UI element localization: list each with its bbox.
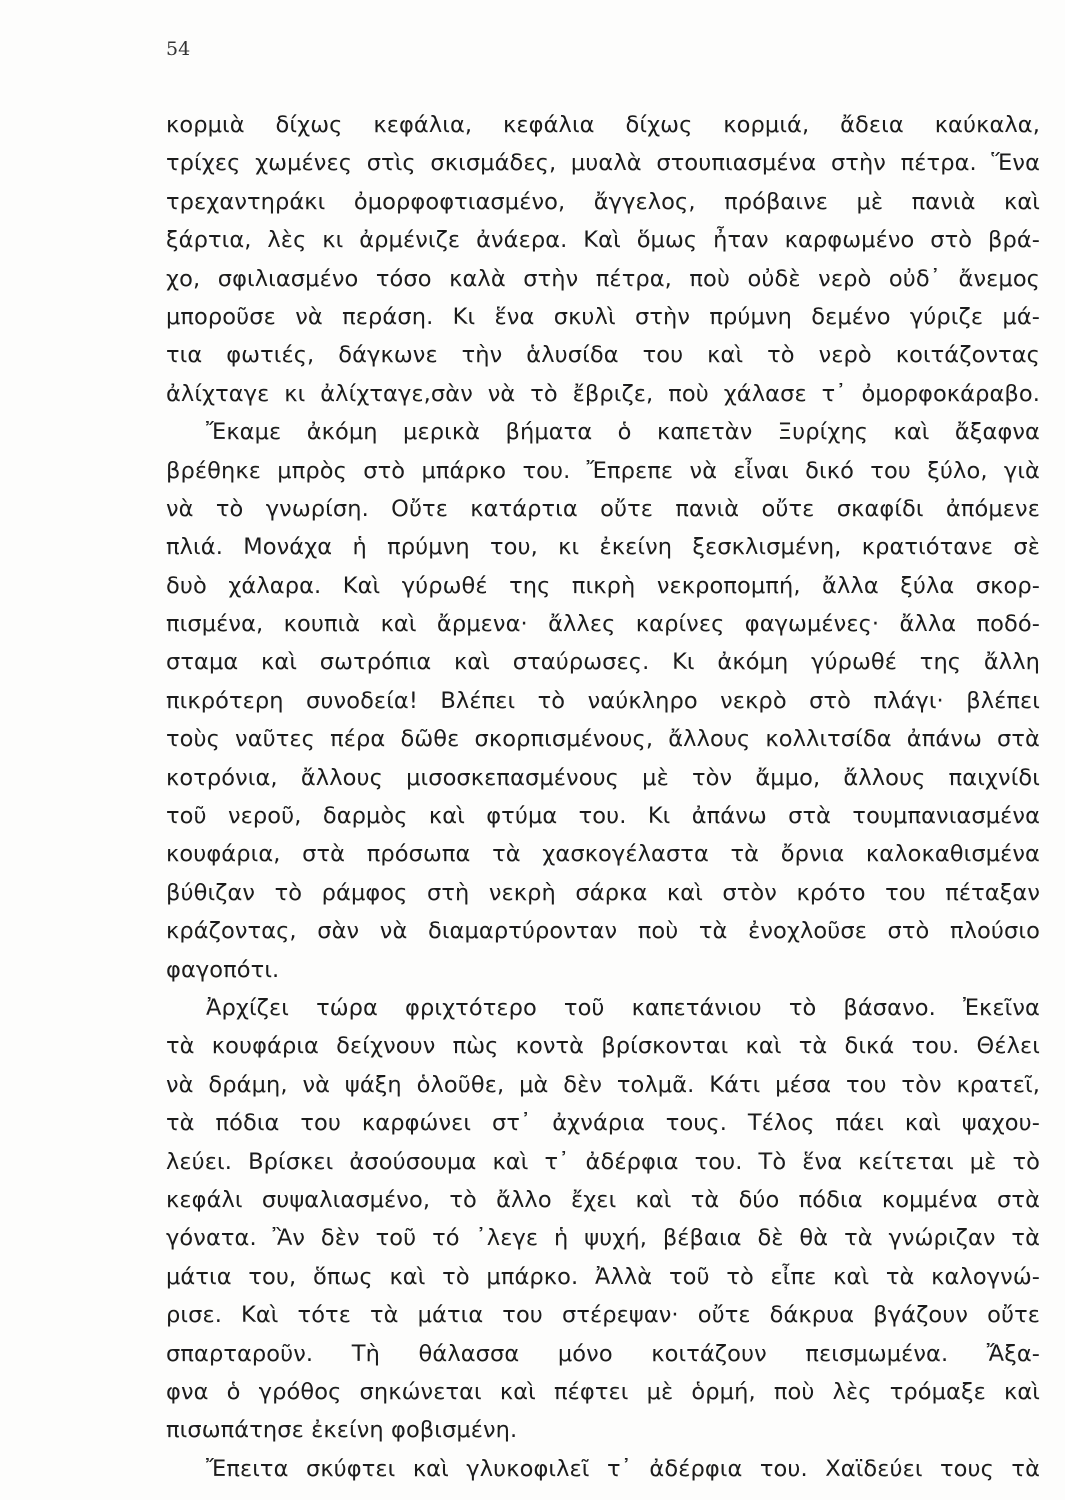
- text-line: βρέθηκε μπρὸς στὸ μπάρκο του. Ἔπρεπε νὰ εἶναι δικό του ξύλο, γιὰ: [166, 457, 1040, 484]
- text-line: κοτρόνια, ἄλλους μισοσκεπασμένους μὲ τὸν ἄμμο, ἄλλους παιχνίδι: [166, 764, 1040, 791]
- text-line: λεύει. Βρίσκει ἀσούσουμα καὶ τ᾽ ἀδέρφια του. Τὸ ἕνα κείτεται μὲ τὸ: [166, 1148, 1040, 1175]
- text-line: πισωπάτησε ἐκείνη φοβισμένη.: [166, 1417, 518, 1444]
- text-line: χο, σφιλιασμένο τόσο καλὰ στὴν πέτρα, ποὺ οὐδὲ νερὸ οὐδ᾽ ἄνεμος: [166, 265, 1040, 292]
- text-line: κορμιὰ δίχως κεφάλια, κεφάλια δίχως κορμιά, ἄδεια καύκαλα,: [166, 112, 1040, 138]
- text-line: δυὸ χάλαρα. Καὶ γύρωθέ της πικρὴ νεκροπομπή, ἄλλα ξύλα σκορ-: [166, 572, 1040, 599]
- text-line: τοῦ νεροῦ, δαρμὸς καὶ φτύμα του. Κι ἀπάνω στὰ τουμπανιασμένα: [166, 803, 1040, 830]
- text-line: ξάρτια, λὲς κι ἀρμένιζε ἀνάερα. Καὶ ὅμως ἦταν καρφωμένο στὸ βρά-: [166, 227, 1040, 254]
- text-line: κράζοντας, σὰν νὰ διαμαρτύρονταν ποὺ τὰ ἐνοχλοῦσε στὸ πλούσιο: [166, 918, 1040, 945]
- text-line: Ἔκαμε ἀκόμη μερικὰ βήματα ὁ καπετὰν Ξυρίχης καὶ ἄξαφνα: [206, 419, 1040, 446]
- text-line: τρεχαντηράκι ὀμορφοφτιασμένο, ἄγγελος, πρόβαινε μὲ πανιὰ καὶ: [166, 188, 1040, 215]
- text-line: πλιά. Μονάχα ἡ πρύμνη του, κι ἐκείνη ξεσκλισμένη, κρατιότανε σὲ: [166, 534, 1040, 561]
- body-text: [166, 106, 1040, 1488]
- text-line: μάτια του, ὅπως καὶ τὸ μπάρκο. Ἀλλὰ τοῦ τὸ εἶπε καὶ τὰ καλογνώ-: [166, 1263, 1040, 1290]
- text-line: γόνατα. Ἂν δὲν τοῦ τό ᾽λεγε ἡ ψυχή, βέβαια δὲ θὰ τὰ γνώριζαν τὰ: [166, 1225, 1040, 1252]
- page-number: 54: [166, 38, 191, 60]
- text-line: τὰ κουφάρια δείχνουν πὼς κοντὰ βρίσκονται καὶ τὰ δικά του. Θέλει: [166, 1033, 1040, 1060]
- text-line: φαγοπότι.: [166, 956, 280, 983]
- text-line: πισμένα, κουπιὰ καὶ ἄρμενα· ἄλλες καρίνες φαγωμένες· ἄλλα ποδό-: [166, 611, 1040, 638]
- text-line: πικρότερη συνοδεία! Βλέπει τὸ ναύκληρο νεκρὸ στὸ πλάγι· βλέπει: [166, 687, 1040, 714]
- text-line: μποροῦσε νὰ περάση. Κι ἕνα σκυλὶ στὴν πρύμνη δεμένο γύριζε μά-: [166, 303, 1040, 330]
- text-line: σταμα καὶ σωτρόπια καὶ σταύρωσες. Κι ἀκόμη γύρωθέ της ἄλλη: [166, 649, 1040, 676]
- text-line: τρίχες χωμένες στὶς σκισμάδες, μυαλὰ στουπιασμένα στὴν πέτρα. Ἕνα: [166, 150, 1040, 177]
- text-line: ἀλίχταγε κι ἀλίχταγε,σὰν νὰ τὸ ἔβριζε, ποὺ χάλασε τ᾽ ὀμορφοκάραβο.: [166, 380, 1040, 407]
- text-line: βύθιζαν τὸ ράμφος στὴ νεκρὴ σάρκα καὶ στὸν κρότο του πέταξαν: [166, 879, 1040, 906]
- text-line: νὰ τὸ γνωρίση. Οὔτε κατάρτια οὔτε πανιὰ οὔτε σκαφίδι ἀπόμενε: [166, 495, 1040, 522]
- text-line: φνα ὁ γρόθος σηκώνεται καὶ πέφτει μὲ ὁρμή, ποὺ λὲς τρόμαξε καὶ: [166, 1378, 1040, 1405]
- text-line: Ἔπειτα σκύφτει καὶ γλυκοφιλεῖ τ᾽ ἀδέρφια του. Χαϊδεύει τους τὰ: [206, 1455, 1040, 1482]
- text-line: τοὺς ναῦτες πέρα δῶθε σκορπισμένους, ἄλλους κολλιτσίδα ἀπάνω στὰ: [166, 726, 1040, 753]
- text-line: Ἀρχίζει τώρα φριχτότερο τοῦ καπετάνιου τὸ βάσανο. Ἐκεῖνα: [206, 994, 1040, 1021]
- text-line: σπαρταροῦν. Τὴ θάλασσα μόνο κοιτάζουν πεισμωμένα. Ἄξα-: [166, 1340, 1040, 1367]
- text-line: τια φωτιές, δάγκωνε τὴν ἁλυσίδα του καὶ τὸ νερὸ κοιτάζοντας: [166, 342, 1040, 369]
- text-line: κουφάρια, στὰ πρόσωπα τὰ χασκογέλαστα τὰ ὄρνια καλοκαθισμένα: [166, 841, 1040, 868]
- text-line: κεφάλι συψαλιασμένο, τὸ ἄλλο ἔχει καὶ τὰ δύο πόδια κομμένα στὰ: [166, 1186, 1040, 1213]
- text-line: τὰ πόδια του καρφώνει στ᾽ ἀχνάρια τους. Τέλος πάει καὶ ψαχου-: [166, 1110, 1040, 1137]
- text-line: νὰ δράμη, νὰ ψάξη ὁλοῦθε, μὰ δὲν τολμᾶ. Κάτι μέσα του τὸν κρατεῖ,: [166, 1071, 1040, 1098]
- text-line: ρισε. Καὶ τότε τὰ μάτια του στέρεψαν· οὔτε δάκρυα βγάζουν οὔτε: [166, 1302, 1040, 1329]
